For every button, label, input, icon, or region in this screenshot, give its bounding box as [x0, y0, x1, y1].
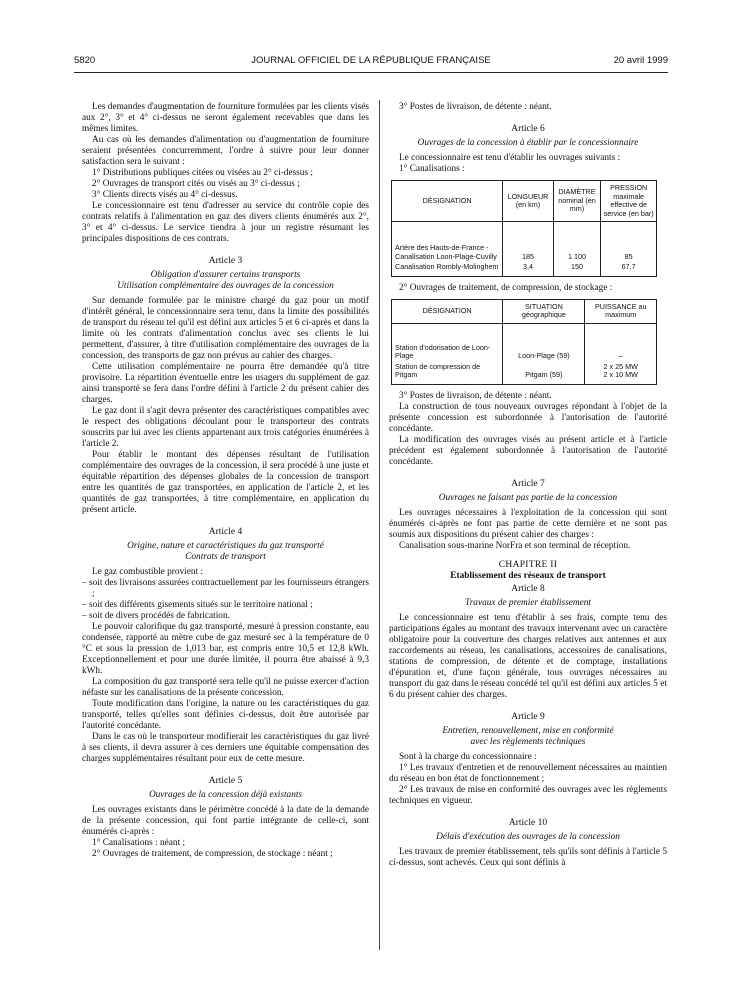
column-header: PUISSANCE au maximum — [585, 299, 657, 323]
table-cell: 85 — [601, 222, 657, 263]
dash-item: – soit des différents gisements situés sur le territoire national ; — [82, 600, 313, 610]
paragraph: Le gaz combustible provient : — [92, 567, 204, 577]
table-cell: 67,7 — [601, 262, 657, 276]
table-cell: 150 — [553, 262, 601, 276]
article-10-heading: Article 10 — [508, 817, 548, 828]
paragraph: Les demandes d'augmentation de fourniture formulées par les clients visés aux 2°, 3° et 4° ci-dessus ne seront également recevables que dans les mêmes limites. — [82, 102, 369, 134]
table-cell: Station d'odorisation de Loon-Plage — [392, 323, 503, 362]
paragraph: Sont à la charge du concessionnaire : — [399, 751, 537, 762]
article-9-heading: Article 9 — [511, 711, 545, 722]
list-item: 2° Ouvrages de traitement, de compression, de stockage : néant ; — [92, 849, 333, 859]
page-number: 5820 — [74, 55, 96, 66]
running-header — [74, 55, 668, 71]
left-column — [82, 102, 369, 860]
table-row — [392, 323, 657, 362]
article-9-subtitle-2: avec les règlements techniques — [470, 736, 586, 747]
article-4-subtitle: Origine, nature et caractéristiques du gaz transporté — [127, 541, 324, 551]
table-cell: Artère des Hauts-de-France - Canalisation Loon-Plage-Cuvilly — [392, 222, 503, 263]
article-7-heading: Article 7 — [511, 478, 545, 489]
paragraph: Le pouvoir calorifique du gaz transporté, mesuré à pression constante, eau condensée, rapporté au mètre cube de gaz mesuré sec à la température de 0 °C et sous la pression de 1,013 bar, est compris entre 10,5 et 12,8 kWh. Exceptionnellement et pour une durée limitée, il pourra être abaissé à 9,3 kWh. — [82, 622, 369, 676]
table-cell: Pitgam (59) — [503, 362, 585, 385]
stations-table — [391, 299, 657, 385]
table-cell: 3,4 — [503, 262, 553, 276]
article-4-heading: Article 4 — [208, 527, 243, 537]
table-cell: 185 — [503, 222, 553, 263]
column-header: DÉSIGNATION — [392, 299, 503, 323]
list-item: 3° Clients directs visés au 4° ci-dessus. — [92, 190, 238, 200]
table-row — [392, 262, 657, 276]
column-divider — [379, 100, 380, 950]
paragraph: Le concessionnaire est tenu d'adresser au service du contrôle copie des contrats relatifs à l'alimentation en gaz des divers clients énumérés aux 2°, 3° et 4° ci-dessus. Le service tiendra à jour un registre résumant les principales dispositions de ces contrats. — [82, 201, 369, 244]
header-rule — [74, 72, 668, 73]
chapter-title: Etablissement des réseaux de transport — [450, 570, 606, 581]
table-row — [392, 362, 657, 385]
paragraph: Pour établir le montant des dépenses résultant de l'utilisation complémentaire des ouvrages de la concession, il sera procédé à une juste et équitable répartition des dépenses globales de la concession de transport entre les quantités de gaz transportées, en application de l'article 2, et les quantités de gaz transportées, à titre complémentaire, en application du présent article. — [82, 450, 369, 515]
list-item: 3° Postes de livraison, de détente : néant. — [399, 390, 552, 401]
pipelines-table — [391, 180, 657, 277]
article-7-subtitle: Ouvrages ne faisant pas partie de la concession — [438, 492, 618, 503]
table-row — [392, 222, 657, 263]
list-item: 2° Les travaux de mise en conformité des ouvrages avec les règlements techniques en vigueur. — [389, 784, 667, 806]
article-3-subtitle: Obligation d'assurer certains transports — [150, 270, 301, 280]
list-item: 3° Postes de livraison, de détente : néant. — [399, 102, 552, 112]
paragraph: La composition du gaz transporté sera telle qu'il ne puisse exercer d'action néfaste sur les canalisations de la présente concession. — [82, 677, 369, 698]
paragraph: Toute modification dans l'origine, la nature ou les caractéristiques du gaz transporté, telles qu'elles sont définies ci-dessus, doit être autorisée par l'autorité concédante. — [82, 699, 369, 731]
paragraph: Sur demande formulée par le ministre chargé du gaz pour un motif d'intérêt général, le concessionnaire sera tenu, dans la limite des possibilités de transport du réseau tel qu'il est défini aux articles 5 et 6 ci-après et dans la limite où les contrats d'alimentation conclus avec ses clients le lui permettent, d'assurer, à titre d'utilisation complémentaire des ouvrages de la concession, des transports de gaz non prévus au cahier des charges. — [82, 296, 369, 361]
dash-item: – soit des livraisons assurées contractuellement par les fournisseurs étrangers ; — [82, 578, 369, 599]
paragraph: Dans le cas où le transporteur modifierait les caractéristiques du gaz livré à ses clients, il devra assurer à ces derniers une équitable compensation des charges supplémentaires résultant pour eux de cette mesure. — [82, 732, 369, 764]
table-cell: Canalisation Rombly-Molinghem — [392, 262, 503, 276]
article-5-heading: Article 5 — [208, 776, 243, 786]
paragraph: Les ouvrages nécessaires à l'exploitation de la concession qui sont énumérés ci-après ne font pas partie de cette dernière et ne sont pas soumis aux dispositions du présent cahier des charges : — [389, 507, 667, 540]
list-item: 2° Ouvrages de transport cités ou visés au 3° ci-dessus ; — [92, 179, 300, 189]
article-3-heading: Article 3 — [208, 256, 243, 266]
chapter-number: CHAPITRE II — [498, 559, 558, 570]
paragraph: Les ouvrages existants dans le périmètre concédé à la date de la demande de la présente concession, qui font partie intégrante de celle-ci, sont énumérés ci-après : — [82, 805, 369, 837]
paragraph: La construction de tous nouveaux ouvrages répondant à l'objet de la présente concession est subordonnée à l'autorisation de l'autorité concédante. — [389, 401, 667, 434]
article-6-subtitle: Ouvrages de la concession à établir par le concessionnaire — [417, 138, 639, 148]
column-header: PRESSION maximale effective de service (en bar) — [601, 181, 657, 222]
table-cell: Loon-Plage (59) — [503, 323, 585, 362]
paragraph: Le concessionnaire est tenu d'établir les ouvrages suivants : — [399, 153, 621, 163]
right-column — [389, 102, 667, 869]
paragraph: 2° Ouvrages de traitement, de compression, de stockage : — [399, 282, 613, 293]
list-item: 1° Canalisations : néant ; — [92, 838, 186, 848]
table-cell: 2 x 25 MW 2 x 10 MW — [585, 362, 657, 385]
paragraph: 1° Canalisations : — [399, 164, 465, 174]
paragraph: Le concessionnaire est tenu d'établir à ses frais, compte tenu des participations égales au montant des travaux intervenant avec un caractère obligatoire pour la couverture des charges relatives aux antennes et aux raccordements au réseau, les canalisations, accessoires de canalisations, stations de compression, de détente et de comptage, installations d'épuration et, d'une façon générale, tous ouvrages nécessaires au transport du gaz dans le réseau concédé tel qu'il est défini aux articles 5 et 6 du présent cahier des charges. — [389, 612, 667, 700]
dash-item: – soit de divers procédés de fabrication. — [82, 611, 230, 621]
table-header-row — [392, 299, 657, 323]
paragraph: La modification des ouvrages visés au présent article et à l'article précédent est également subordonnée à l'autorisation de l'autorité concédante. — [389, 434, 667, 467]
table-cell: 1 100 — [553, 222, 601, 263]
journal-title: JOURNAL OFFICIEL DE LA RÉPUBLIQUE FRANÇAISE — [251, 55, 491, 66]
paragraph: Le gaz dont il s'agit devra présenter des caractéristiques compatibles avec le respect des obligations découlant pour le transporteur des contrats souscrits par lui avec les clients appartenant aux trois catégories énumérées à l'article 2. — [82, 406, 369, 449]
paragraph: Cette utilisation complémentaire ne pourra être demandée qu'à titre provisoire. La répartition éventuelle entre les usagers du supplément de gaz ainsi transporté se fera dans l'ordre défini à l'article 2 du présent cahier des charges. — [82, 362, 369, 405]
list-item: 1° Les travaux d'entretien et de renouvellement nécessaires au maintien du réseau en bon état de fonctionnement ; — [389, 762, 667, 784]
column-header: SITUATION géographique — [503, 299, 585, 323]
article-8-subtitle: Travaux de premier établissement — [465, 597, 591, 608]
paragraph: Les travaux de premier établissement, tels qu'ils sont définis à l'article 5 ci-dessus, sont achevés. Ceux qui sont définis à — [389, 846, 667, 868]
column-header: LONGUEUR (en km) — [503, 181, 553, 222]
article-10-subtitle: Délais d'exécution des ouvrages de la concession — [436, 831, 620, 842]
paragraph: Canalisation sous-marine NorFra et son terminal de réception. — [399, 540, 631, 551]
table-cell: – — [585, 323, 657, 362]
article-5-subtitle: Ouvrages de la concession déjà existants — [148, 790, 303, 800]
article-6-heading: Article 6 — [511, 124, 545, 134]
article-9-subtitle: Entretien, renouvellement, mise en conformité — [442, 725, 614, 736]
column-header: DÉSIGNATION — [392, 181, 503, 222]
article-3-subtitle-2: Utilisation complémentaire des ouvrages de la concession — [117, 281, 334, 291]
table-cell: Station de compression de Pitgam — [392, 362, 503, 385]
list-item: 1° Distributions publiques citées ou visées au 2° ci-dessus ; — [92, 168, 313, 178]
article-4-subtitle-2: Contrats de transport — [185, 552, 266, 562]
table-header-row — [392, 181, 657, 222]
column-header: DIAMÈTRE nominal (en mm) — [553, 181, 601, 222]
paragraph: Au cas où les demandes d'alimentation ou d'augmentation de fourniture seraient présentées concurremment, l'ordre à suivre pour leur donner satisfaction sera le suivant : — [82, 135, 369, 167]
issue-date: 20 avril 1999 — [613, 55, 668, 66]
article-8-heading: Article 8 — [511, 583, 545, 594]
